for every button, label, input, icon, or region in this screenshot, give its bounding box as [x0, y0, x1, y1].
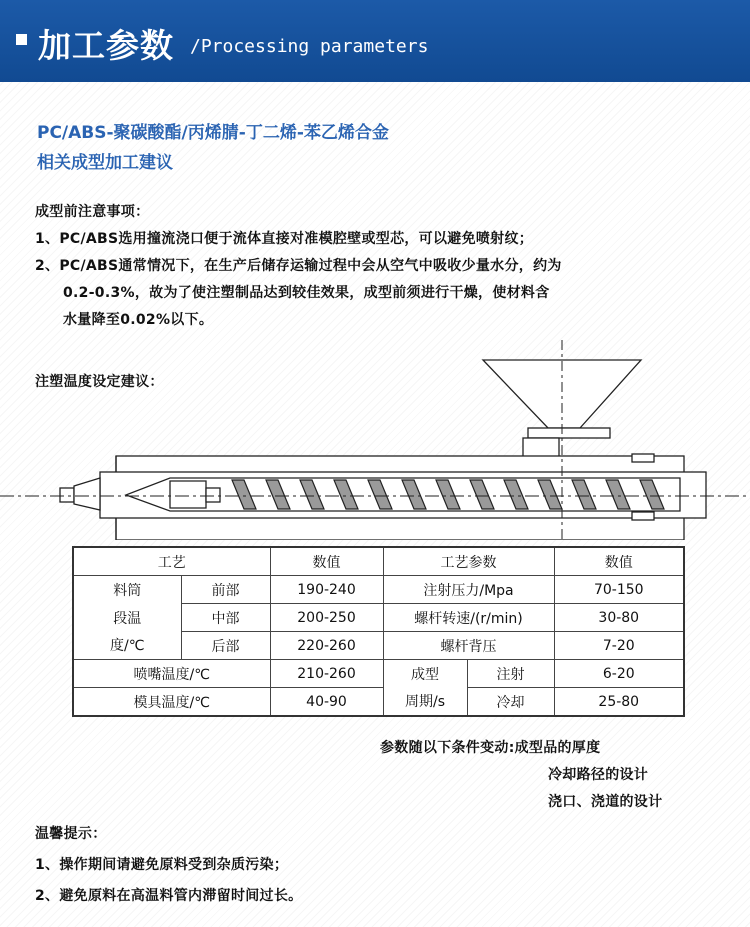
temperature-heading: 注塑温度设定建议： [35, 374, 164, 390]
col-header-value-2: 数值 [554, 547, 684, 576]
material-subtitle: 相关成型加工建议 [37, 153, 173, 173]
cell-injection-pressure-value: 70-150 [554, 576, 684, 604]
cell-injection-pressure: 注射压力/Mpa [383, 576, 554, 604]
bullet-square-icon [16, 34, 27, 45]
cell-cycle-label-1: 成型 [383, 660, 467, 688]
barrel-label-2: 段温 [73, 604, 181, 632]
table-row [73, 632, 684, 660]
col-header-process: 工艺 [73, 547, 270, 576]
barrel-label-3: 度/℃ [73, 632, 181, 660]
cell-screw-speed: 螺杆转速/(r/min) [383, 604, 554, 632]
cell-back-pressure: 螺杆背压 [383, 632, 554, 660]
injection-screw-diagram [0, 340, 750, 540]
cell-rear-value: 220-260 [270, 632, 383, 660]
cell-cooling: 冷却 [467, 688, 554, 717]
cell-middle: 中部 [181, 604, 270, 632]
cell-middle-value: 200-250 [270, 604, 383, 632]
header-banner [0, 0, 750, 82]
tips-item-1: 1、操作期间请避免原料受到杂质污染； [35, 857, 289, 873]
col-header-process-params: 工艺参数 [383, 547, 554, 576]
pre-molding-heading: 成型前注意事项： [35, 204, 150, 220]
cell-mold-temp-value: 40-90 [270, 688, 383, 717]
section-title: 加工参数 [38, 26, 174, 65]
processing-parameters-table [72, 546, 685, 717]
cell-back-pressure-value: 7-20 [554, 632, 684, 660]
table-row [73, 604, 684, 632]
cell-nozzle-temp-value: 210-260 [270, 660, 383, 688]
cell-front: 前部 [181, 576, 270, 604]
cell-rear: 后部 [181, 632, 270, 660]
cell-injection-value: 6-20 [554, 660, 684, 688]
cell-front-value: 190-240 [270, 576, 383, 604]
table-row [73, 688, 684, 717]
conditions-line-3: 浇口、浇道的设计 [548, 794, 663, 810]
table-row [73, 660, 684, 688]
table-row [73, 547, 684, 576]
barrel-label-1: 料筒 [73, 576, 181, 604]
pre-molding-item-1: 1、PC/ABS选用撞流浇口便于流体直接对准模腔壁或型芯，可以避免喷射纹； [35, 231, 534, 247]
cell-injection: 注射 [467, 660, 554, 688]
cell-mold-temp: 模具温度/℃ [73, 688, 270, 717]
pre-molding-item-2-line-3: 水量降至0.02%以下。 [63, 312, 214, 328]
conditions-line-2: 冷却路径的设计 [548, 767, 649, 783]
material-title: PC/ABS-聚碳酸酯/丙烯腈-丁二烯-苯乙烯合金 [37, 123, 389, 143]
pre-molding-item-2-line-2: 0.2-0.3%，故为了使注塑制品达到较佳效果，成型前须进行干燥，使材料含 [63, 285, 550, 301]
cell-screw-speed-value: 30-80 [554, 604, 684, 632]
section-title-english: /Processing parameters [190, 36, 429, 57]
tips-heading: 温馨提示： [35, 826, 107, 842]
nozzle-icon [60, 488, 74, 502]
pre-molding-item-2-line-1: 2、PC/ABS通常情况下，在生产后储存运输过程中会从空气中吸收少量水分，约为 [35, 258, 562, 274]
cell-cycle-label-2: 周期/s [383, 688, 467, 717]
conditions-line-1: 参数随以下条件变动:成型品的厚度 [380, 740, 601, 756]
table-row [73, 576, 684, 604]
cell-cooling-value: 25-80 [554, 688, 684, 717]
col-header-value: 数值 [270, 547, 383, 576]
tips-item-2: 2、避免原料在高温料管内滞留时间过长。 [35, 888, 303, 904]
cell-nozzle-temp: 喷嘴温度/℃ [73, 660, 270, 688]
